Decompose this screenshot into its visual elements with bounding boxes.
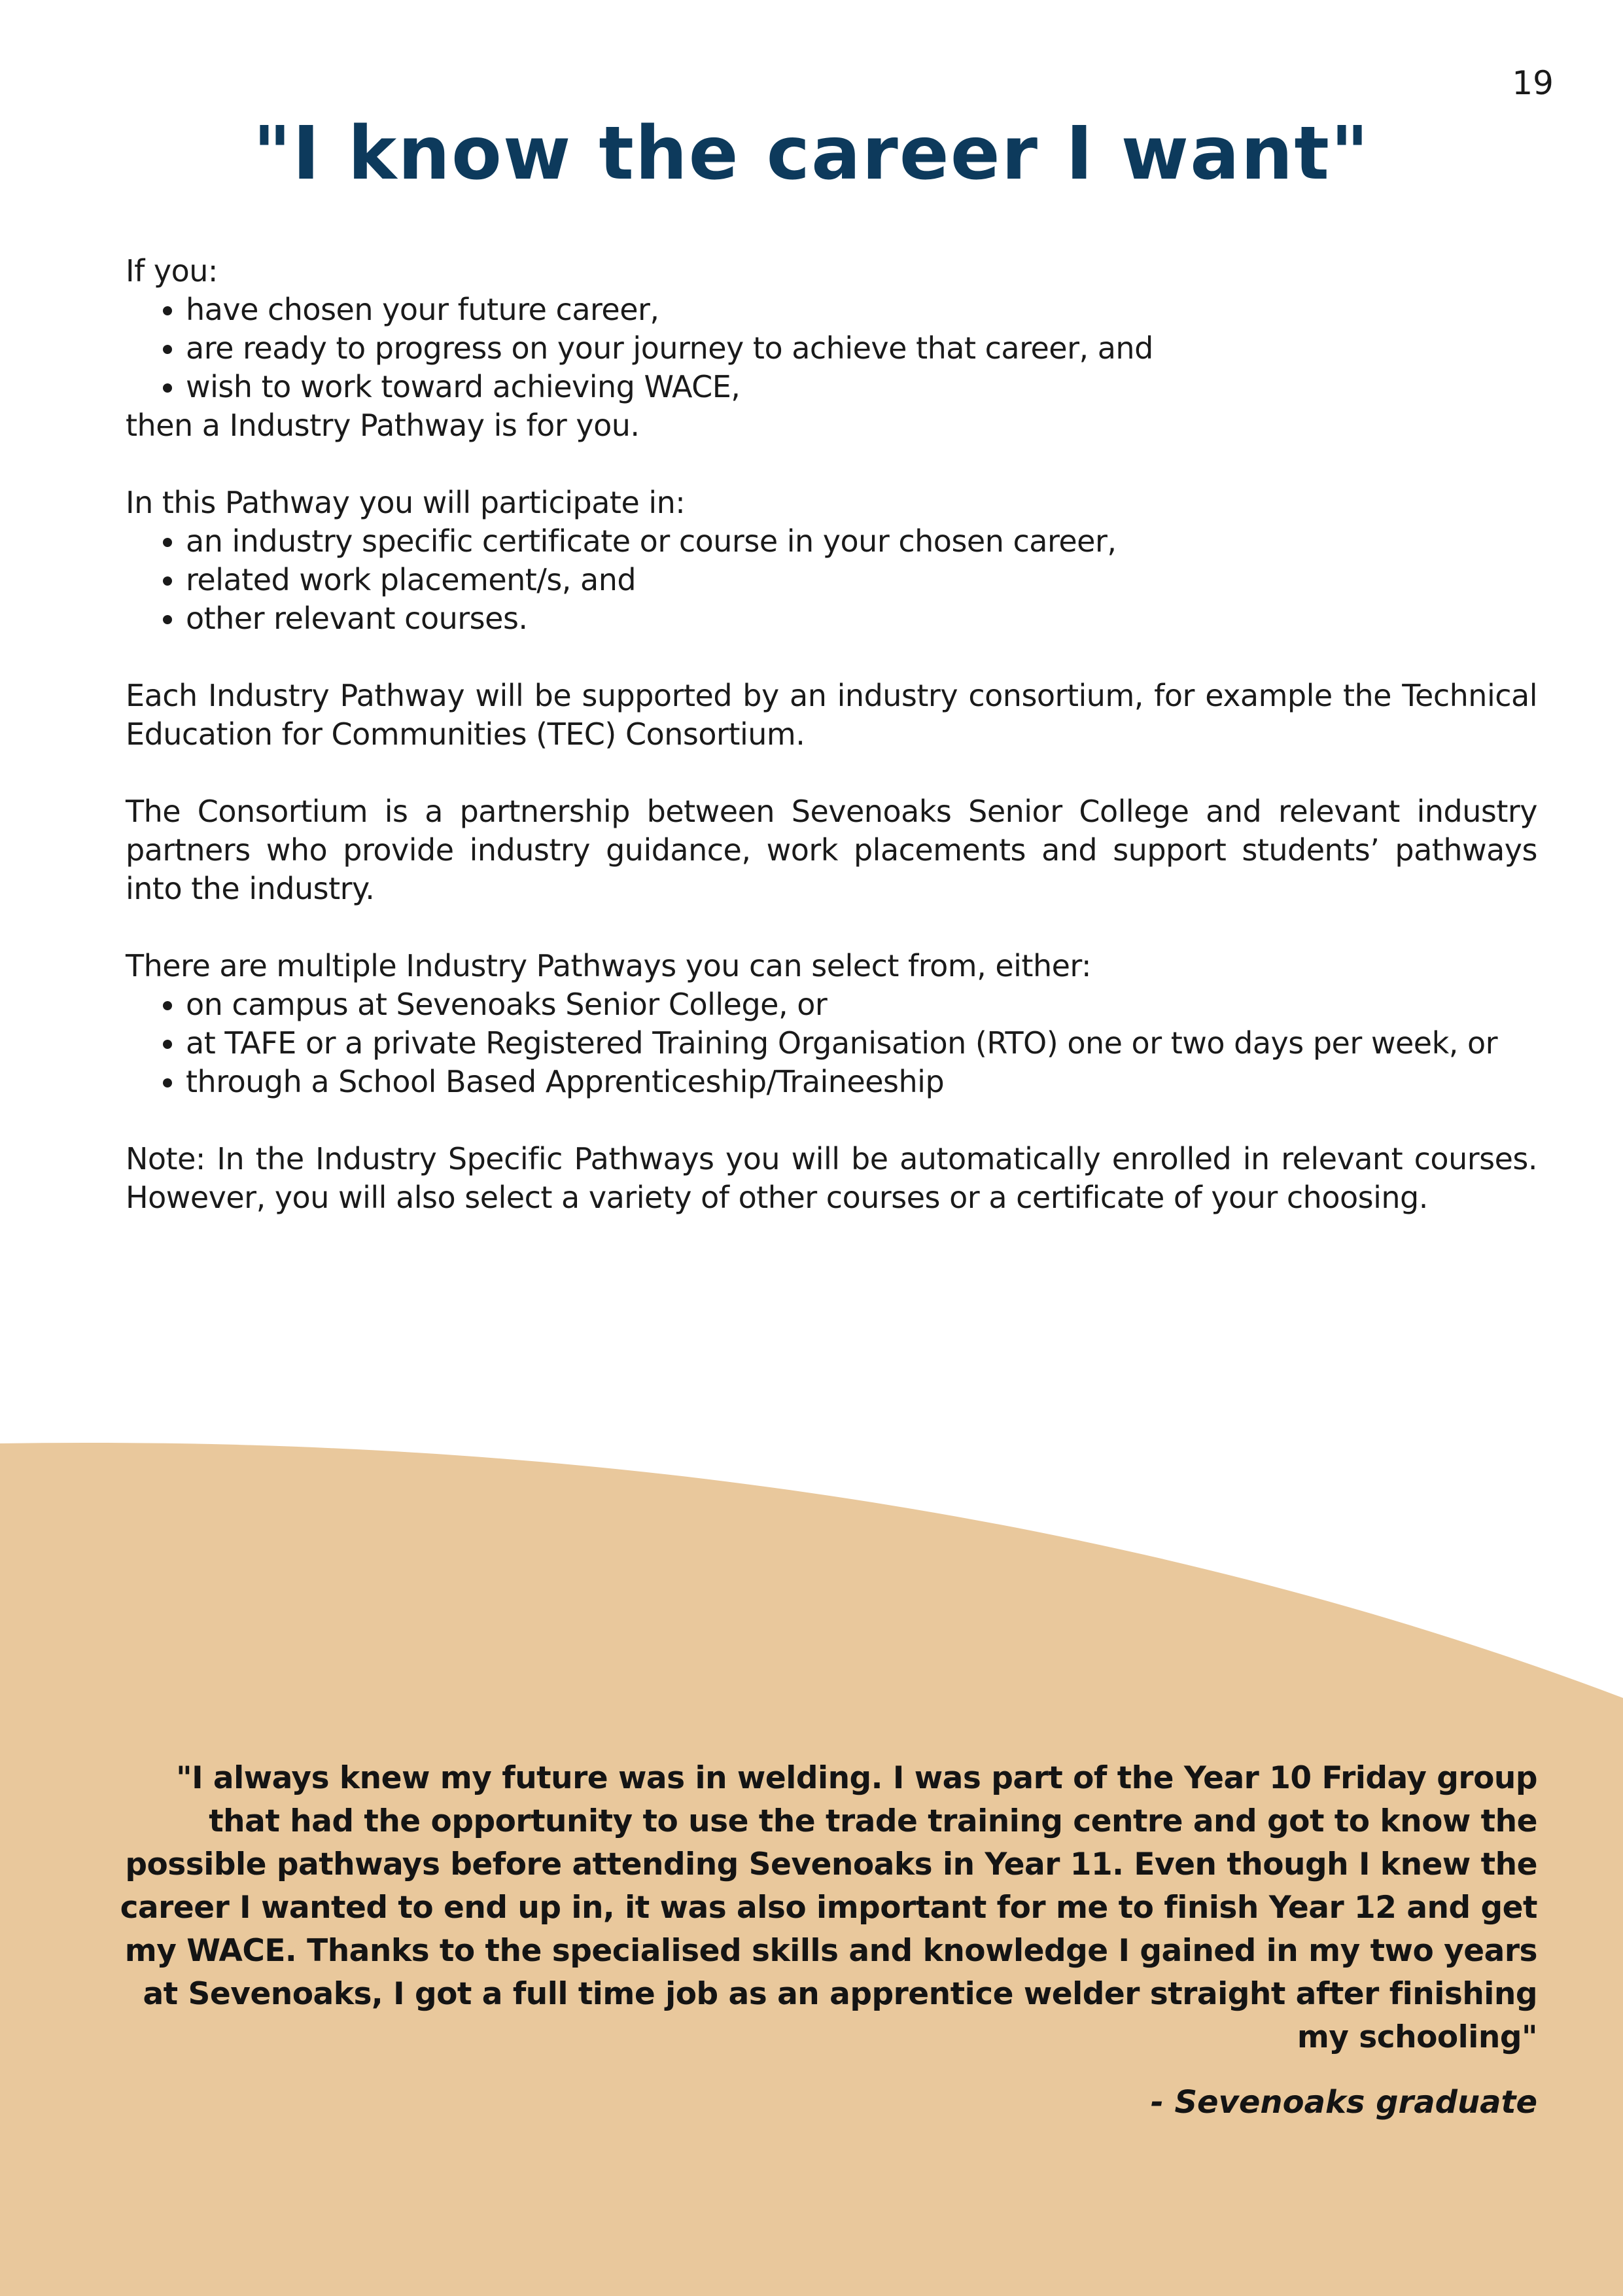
- note-paragraph: Note: In the Industry Specific Pathways you will be automatically enrolled in relevant courses. However, you will also select a variety of other courses or a certificate of your choosing.: [126, 1141, 1537, 1215]
- list-item: • through a School Based Apprenticeship/Traineeship: [186, 1063, 1537, 1101]
- list-item: • at TAFE or a private Registered Training Organisation (RTO) one or two days per week, or: [186, 1024, 1537, 1063]
- list-item: • an industry specific certificate or course in your chosen career,: [186, 522, 1537, 561]
- list-item: • other relevant courses.: [186, 599, 1537, 638]
- list-item: • on campus at Sevenoaks Senior College, or: [186, 985, 1537, 1024]
- participation-lead: In this Pathway you will participate in:: [126, 485, 686, 520]
- intro-list: [126, 291, 1537, 406]
- spacer: [126, 1101, 1537, 1140]
- spacer: [126, 754, 1537, 792]
- list-item: • have chosen your future career,: [186, 291, 1537, 329]
- spacer: [126, 445, 1537, 484]
- pathway-options-list: [126, 985, 1537, 1101]
- intro-conclusion: then a Industry Pathway is for you.: [126, 408, 640, 443]
- intro-lead: If you:: [126, 253, 218, 289]
- page-title: "I know the career I want": [253, 111, 1370, 196]
- spacer: [126, 908, 1537, 947]
- list-item: • related work placement/s, and: [186, 561, 1537, 599]
- testimonial-quote: "I always knew my future was in welding. I was part of the Year 10 Friday group that had the opportunity to use the trade training centre and got to know the possible pathways before attending Sevenoaks in Year 11. Even though I knew the career I wanted to end up in, it was also important for me to finish Year 12 and get my WACE. Thanks to the specialised skills and knowledge I gained in my two years at Sevenoaks, I got a full time job as an apprentice welder straight after finishing my schooling": [120, 1760, 1537, 2055]
- consortium-support-paragraph: Each Industry Pathway will be supported by an industry consortium, for example the Technical Education for Communities (TEC) Consortium.: [126, 678, 1537, 752]
- spacer: [126, 638, 1537, 677]
- consortium-description-paragraph: The Consortium is a partnership between Sevenoaks Senior College and relevant industry partners who provide industry guidance, work placements and support students’ pathways into the industry.: [126, 794, 1537, 906]
- testimonial-attribution: - Sevenoaks graduate: [1150, 2084, 1537, 2121]
- main-content: [126, 252, 1537, 1217]
- list-item: • are ready to progress on your journey to achieve that career, and: [186, 329, 1537, 368]
- list-item: • wish to work toward achieving WACE,: [186, 368, 1537, 406]
- page-number: 19: [1512, 64, 1554, 102]
- participation-list: [126, 522, 1537, 638]
- pathway-options-lead: There are multiple Industry Pathways you can select from, either:: [126, 948, 1092, 983]
